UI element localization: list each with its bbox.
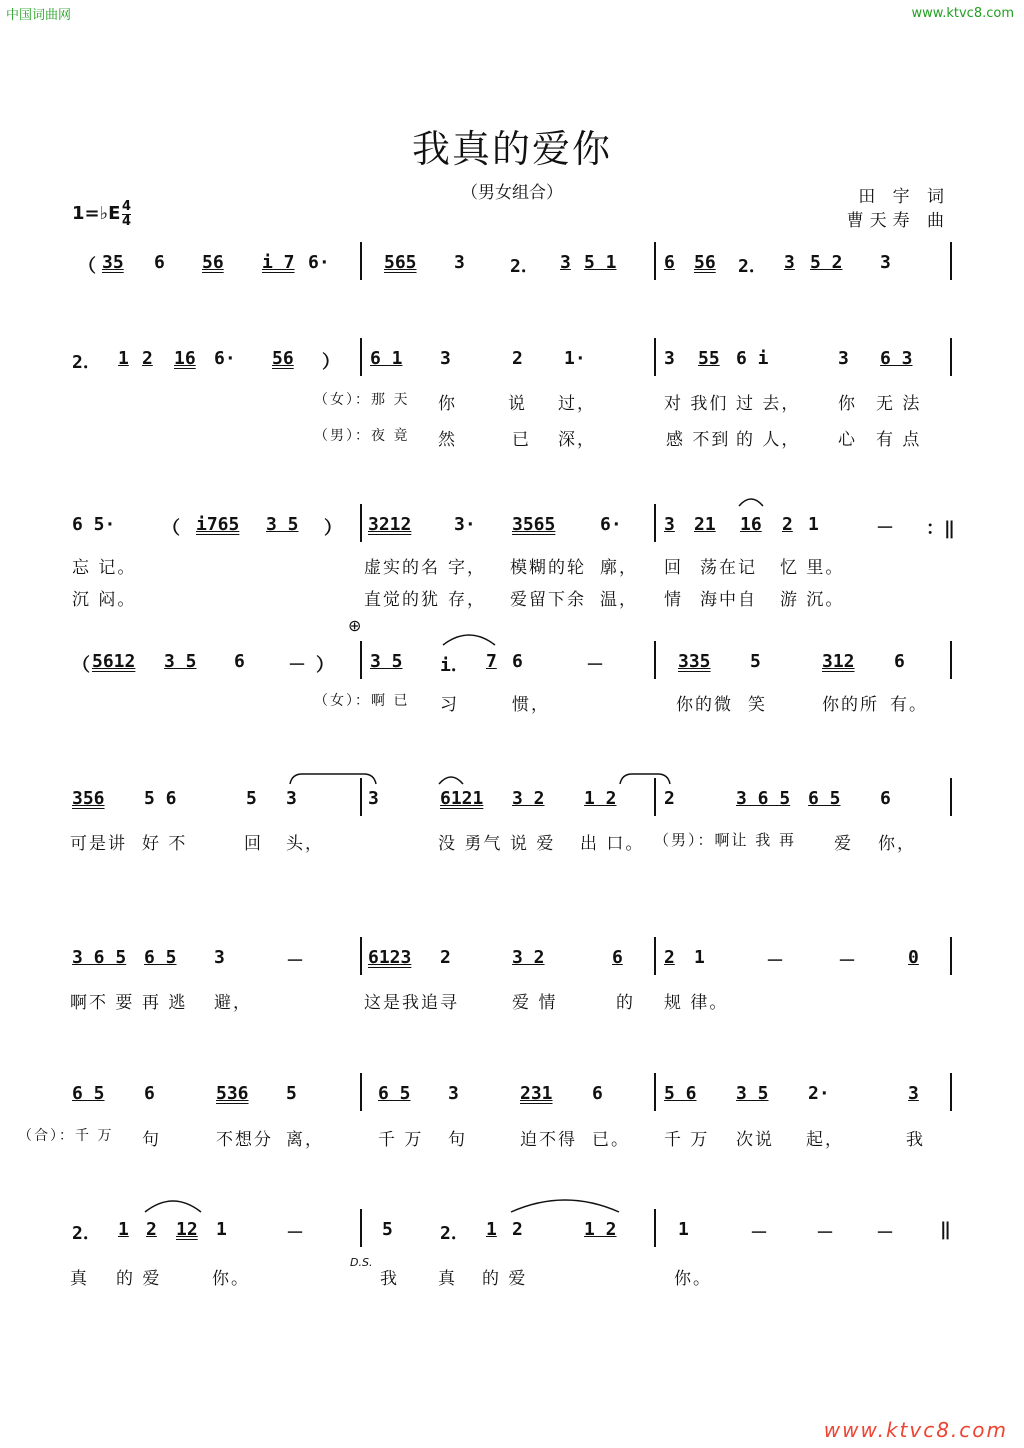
- note-group: 2: [146, 1219, 157, 1240]
- lyric-text: 心: [838, 430, 857, 450]
- lyric-text: 廓，: [600, 558, 638, 578]
- barline: [654, 1209, 656, 1247]
- note-group: （: [72, 655, 90, 676]
- lyric-line-3a: [68, 553, 958, 577]
- lyric-text: 离，: [286, 1130, 324, 1150]
- lyric-text: 的: [616, 993, 635, 1013]
- slur: [440, 631, 498, 647]
- notation-line-2: [68, 348, 958, 374]
- note-group: 6: [154, 252, 165, 273]
- lyric-text: 爱 情: [512, 993, 558, 1013]
- note-group: －: [286, 951, 304, 972]
- lyric-text: 笑: [748, 695, 767, 715]
- lyric-text: 再 逃: [142, 993, 188, 1013]
- note-group: 1: [694, 947, 705, 968]
- note-group: 21: [694, 514, 716, 535]
- note-group: 6: [592, 1083, 603, 1104]
- note-group: i 7: [262, 252, 295, 273]
- barline: [360, 641, 362, 679]
- lyric-text: 模糊的轮: [510, 558, 586, 578]
- lyric-text: 真: [438, 1269, 457, 1289]
- note-group: 5 1: [584, 252, 617, 273]
- barline: [360, 242, 362, 280]
- note-group: 1 2: [584, 788, 617, 809]
- lyric-text: 真: [70, 1269, 89, 1289]
- note-group: 3·: [454, 514, 476, 535]
- slur: [736, 494, 766, 508]
- tie: [618, 770, 672, 786]
- barline: [654, 504, 656, 542]
- note-group: 1: [808, 514, 819, 535]
- note-group: 3: [448, 1083, 459, 1104]
- lyric-text: 你。: [212, 1269, 250, 1289]
- lyric-text: 荡在记: [700, 558, 757, 578]
- watermark-logo: www.ktvc8.com: [823, 1418, 1008, 1442]
- lyric-text: 惯，: [512, 695, 550, 715]
- lyric-text: 有。: [890, 695, 928, 715]
- lyric-text: 起，: [806, 1130, 844, 1150]
- note-group: 6·: [214, 348, 236, 369]
- note-group: 1 2: [584, 1219, 617, 1240]
- lyric-text: 存，: [448, 590, 486, 610]
- note-group: 3: [908, 1083, 919, 1104]
- site-url-right: www.ktvc8.com: [911, 6, 1014, 21]
- note-group: 35: [102, 252, 124, 273]
- notation-line-1: [68, 252, 958, 278]
- lyric-text: （男）：啊让 我 再: [654, 831, 797, 849]
- lyric-text: 头，: [286, 834, 324, 854]
- lyric-text: 忘 记。: [72, 558, 137, 578]
- note-group: 6 3: [880, 348, 913, 369]
- note-group: 2．: [72, 1223, 101, 1244]
- note-group: 536: [216, 1083, 249, 1104]
- note-group: 5 6: [144, 788, 177, 809]
- repeat-sign: ：‖: [926, 518, 955, 539]
- lyric-text: 直觉的犹: [364, 590, 440, 610]
- note-group: 565: [384, 252, 417, 273]
- note-group: 231: [520, 1083, 553, 1104]
- note-group: 3: [368, 788, 379, 809]
- lyric-text: 情: [664, 590, 683, 610]
- lyric-text: 寻: [440, 993, 459, 1013]
- note-group: 3 6 5: [72, 947, 127, 968]
- note-group: ）: [322, 352, 340, 373]
- note-group: 312: [822, 651, 855, 672]
- note-group: 3 6 5: [736, 788, 791, 809]
- note-group: 2: [664, 947, 675, 968]
- lyric-text: 虚实的名: [364, 558, 440, 578]
- note-group: 2: [512, 1219, 523, 1240]
- lyric-text: 这是我追: [364, 993, 440, 1013]
- note-group: 3: [440, 348, 451, 369]
- note-group: 6: [234, 651, 245, 672]
- note-group: 6: [612, 947, 623, 968]
- note-group: 3: [286, 788, 297, 809]
- note-group: 6: [880, 788, 891, 809]
- lyric-text: 无 法: [876, 394, 922, 414]
- barline: [950, 338, 952, 376]
- barline: [654, 338, 656, 376]
- final-barline: ‖: [940, 1219, 951, 1240]
- lyric-text: 你的所: [822, 695, 879, 715]
- time-signature-bottom: 4: [122, 214, 132, 229]
- note-group: 6: [512, 651, 523, 672]
- note-group: 6·: [600, 514, 622, 535]
- lyric-text: 好 不: [142, 834, 188, 854]
- lyric-text: 句: [448, 1130, 467, 1150]
- barline: [654, 937, 656, 975]
- note-group: 2: [782, 514, 793, 535]
- note-group: （: [78, 256, 96, 277]
- lyric-text: （男）：夜 竟: [314, 428, 410, 444]
- note-group: 2．: [72, 352, 101, 373]
- coda-symbol: ⊕: [348, 616, 362, 635]
- lyric-text: 温，: [600, 590, 638, 610]
- note-group: 6·: [308, 252, 330, 273]
- note-group: ）: [324, 518, 342, 539]
- note-group: 16: [740, 514, 762, 535]
- barline: [360, 1209, 362, 1247]
- note-group: 5: [246, 788, 257, 809]
- note-group: 3 2: [512, 947, 545, 968]
- barline: [360, 504, 362, 542]
- note-group: 7: [486, 651, 497, 672]
- barline: [654, 1073, 656, 1111]
- note-group: －: [586, 655, 604, 676]
- lyric-text: 你的微: [676, 695, 733, 715]
- lyric-text: 过，: [558, 394, 596, 414]
- notation-line-4: [68, 651, 958, 677]
- note-group: 2: [512, 348, 523, 369]
- lyric-text: 你: [838, 394, 857, 414]
- note-group: 2·: [808, 1083, 830, 1104]
- note-group: （: [162, 518, 180, 539]
- note-group: －: [876, 1223, 894, 1244]
- note-group: 5 6: [664, 1083, 697, 1104]
- lyric-text: 的 爱: [116, 1269, 162, 1289]
- slur: [142, 1196, 204, 1214]
- lyric-line-2a: [68, 389, 958, 413]
- note-group: 16: [174, 348, 196, 369]
- lyric-text: （女）：那 天: [314, 392, 410, 408]
- lyric-text: 习: [440, 695, 459, 715]
- note-group: 56: [272, 348, 294, 369]
- note-group: 3 5: [370, 651, 403, 672]
- lyric-text: 海中自: [700, 590, 757, 610]
- note-group: 1: [216, 1219, 227, 1240]
- lyric-text: 啊不 要: [70, 993, 135, 1013]
- note-group: 356: [72, 788, 105, 809]
- note-group: 6 5: [378, 1083, 411, 1104]
- barline: [950, 937, 952, 975]
- lyric-text: 然: [438, 430, 457, 450]
- lyric-text: 有 点: [876, 430, 922, 450]
- note-group: 1: [678, 1219, 689, 1240]
- lyric-text: 回: [244, 834, 263, 854]
- note-group: 5 2: [810, 252, 843, 273]
- note-group: 3: [214, 947, 225, 968]
- notation-line-7: [68, 1083, 958, 1109]
- time-signature-top: 4: [122, 199, 132, 214]
- time-signature: [122, 200, 131, 229]
- note-group: －: [838, 951, 856, 972]
- notation-line-5: [68, 788, 958, 814]
- lyric-text: 爱: [834, 834, 853, 854]
- lyric-text: 忆 里。: [780, 558, 845, 578]
- lyric-text: 千 万: [378, 1130, 424, 1150]
- lyric-text: 规 律。: [664, 993, 729, 1013]
- site-name-left: 中国词曲网: [6, 8, 72, 23]
- note-group: 6 5·: [72, 514, 116, 535]
- lyric-text: （合）：千 万: [18, 1128, 114, 1144]
- note-group: 12: [176, 1219, 198, 1240]
- song-subtitle: （男女组合）: [461, 183, 563, 203]
- note-group: i765: [196, 514, 240, 535]
- note-group: 3: [880, 252, 891, 273]
- note-group: －: [816, 1223, 834, 1244]
- note-group: 2．: [440, 1223, 469, 1244]
- note-group: 1: [118, 348, 129, 369]
- note-group: 2: [664, 788, 675, 809]
- note-group: 56: [694, 252, 716, 273]
- note-group: 6 i: [736, 348, 769, 369]
- notation-line-6: [68, 947, 958, 973]
- barline: [950, 778, 952, 816]
- tie: [288, 770, 378, 786]
- barline: [360, 1073, 362, 1111]
- note-group: －: [288, 655, 306, 676]
- lyric-text: 已。: [592, 1130, 630, 1150]
- lyric-text: 次说: [736, 1130, 774, 1150]
- note-group: －: [286, 1223, 304, 1244]
- barline: [654, 242, 656, 280]
- lyric-text: 你，: [878, 834, 916, 854]
- note-group: 3: [454, 252, 465, 273]
- lyric-text: 迫不得: [520, 1130, 577, 1150]
- lyric-text: 出 口。: [580, 834, 645, 854]
- lyricist-credit: 田 宇 词: [858, 187, 950, 207]
- note-group: 2．: [510, 256, 539, 277]
- note-group: 3: [838, 348, 849, 369]
- note-group: 6: [894, 651, 905, 672]
- lyric-text: 你。: [674, 1269, 712, 1289]
- lyric-line-2b: [68, 425, 958, 449]
- slur: [436, 772, 466, 786]
- note-group: －: [750, 1223, 768, 1244]
- note-group: 1·: [564, 348, 586, 369]
- slur: [508, 1194, 622, 1214]
- note-group: 3212: [368, 514, 412, 535]
- composer-credit: 曹天寿 曲: [846, 211, 950, 231]
- note-group: 3: [784, 252, 795, 273]
- note-group: i．: [440, 655, 469, 676]
- lyric-text: 深，: [558, 430, 596, 450]
- lyric-text: 回: [664, 558, 683, 578]
- lyric-text: 我: [380, 1269, 399, 1289]
- note-group: 3565: [512, 514, 556, 535]
- note-group: 6121: [440, 788, 484, 809]
- notation-line-3: [68, 514, 958, 540]
- lyric-text: 不想分: [216, 1130, 273, 1150]
- barline: [950, 242, 952, 280]
- lyric-line-3b: [68, 585, 958, 609]
- lyric-text: 说: [508, 394, 527, 414]
- note-group: 335: [678, 651, 711, 672]
- note-group: 5: [286, 1083, 297, 1104]
- barline: [654, 641, 656, 679]
- lyric-text: 沉 闷。: [72, 590, 137, 610]
- note-group: 3 2: [512, 788, 545, 809]
- note-group: －: [766, 951, 784, 972]
- note-group: 1: [118, 1219, 129, 1240]
- note-group: 6 5: [808, 788, 841, 809]
- note-group: 55: [698, 348, 720, 369]
- lyric-line-6: [68, 988, 958, 1012]
- lyric-line-8: [68, 1264, 958, 1288]
- lyric-text: 已: [512, 430, 531, 450]
- note-group: 2: [142, 348, 153, 369]
- note-group: 1: [486, 1219, 497, 1240]
- dal-segno-mark: D.S.: [350, 1256, 373, 1269]
- note-group: 3: [560, 252, 571, 273]
- note-group: 2．: [738, 256, 767, 277]
- lyric-text: 可是讲: [70, 834, 127, 854]
- note-group: 3 5: [736, 1083, 769, 1104]
- lyric-line-4: [68, 690, 958, 714]
- note-group: 6 1: [370, 348, 403, 369]
- note-group: 3: [664, 348, 675, 369]
- note-group: 3 5: [266, 514, 299, 535]
- lyric-text: 的 人，: [736, 430, 801, 450]
- note-group: 6 5: [72, 1083, 105, 1104]
- lyric-text: 句: [142, 1130, 161, 1150]
- lyric-text: （女）：啊 已: [314, 693, 410, 709]
- note-group: 6 5: [144, 947, 177, 968]
- note-group: 56: [202, 252, 224, 273]
- note-group: 5: [750, 651, 761, 672]
- note-group: 5: [382, 1219, 393, 1240]
- lyric-text: 你: [438, 394, 457, 414]
- key-signature: 1=♭E: [72, 203, 121, 224]
- note-group: 6123: [368, 947, 412, 968]
- lyric-text: 感 不到: [666, 430, 731, 450]
- note-group: 3 5: [164, 651, 197, 672]
- note-group: 6: [664, 252, 675, 273]
- barline: [360, 338, 362, 376]
- note-group: 0: [908, 947, 919, 968]
- lyric-text: 游 沉。: [780, 590, 845, 610]
- lyric-text: 说 爱: [510, 834, 556, 854]
- barline: [360, 937, 362, 975]
- note-group: 6: [144, 1083, 155, 1104]
- lyric-text: 对 我们: [664, 394, 729, 414]
- lyric-text: 避，: [214, 993, 252, 1013]
- lyric-text: 的 爱: [482, 1269, 528, 1289]
- lyric-line-7: [18, 1125, 958, 1150]
- lyric-text: 爱留下余: [510, 590, 586, 610]
- barline: [950, 1073, 952, 1111]
- note-group: －: [876, 518, 894, 539]
- note-group: 2: [440, 947, 451, 968]
- lyric-text: 字，: [448, 558, 486, 578]
- lyric-text: 我: [906, 1130, 925, 1150]
- barline: [950, 641, 952, 679]
- lyric-text: 千 万: [664, 1130, 710, 1150]
- song-title: 我真的爱你: [411, 127, 612, 171]
- lyric-text: 没 勇气: [438, 834, 503, 854]
- note-group: 5612: [92, 651, 136, 672]
- lyric-line-5: [68, 829, 958, 853]
- note-group: 3: [664, 514, 675, 535]
- notation-line-8: [68, 1219, 958, 1245]
- note-group: ）: [316, 655, 334, 676]
- lyric-text: 过 去，: [736, 394, 801, 414]
